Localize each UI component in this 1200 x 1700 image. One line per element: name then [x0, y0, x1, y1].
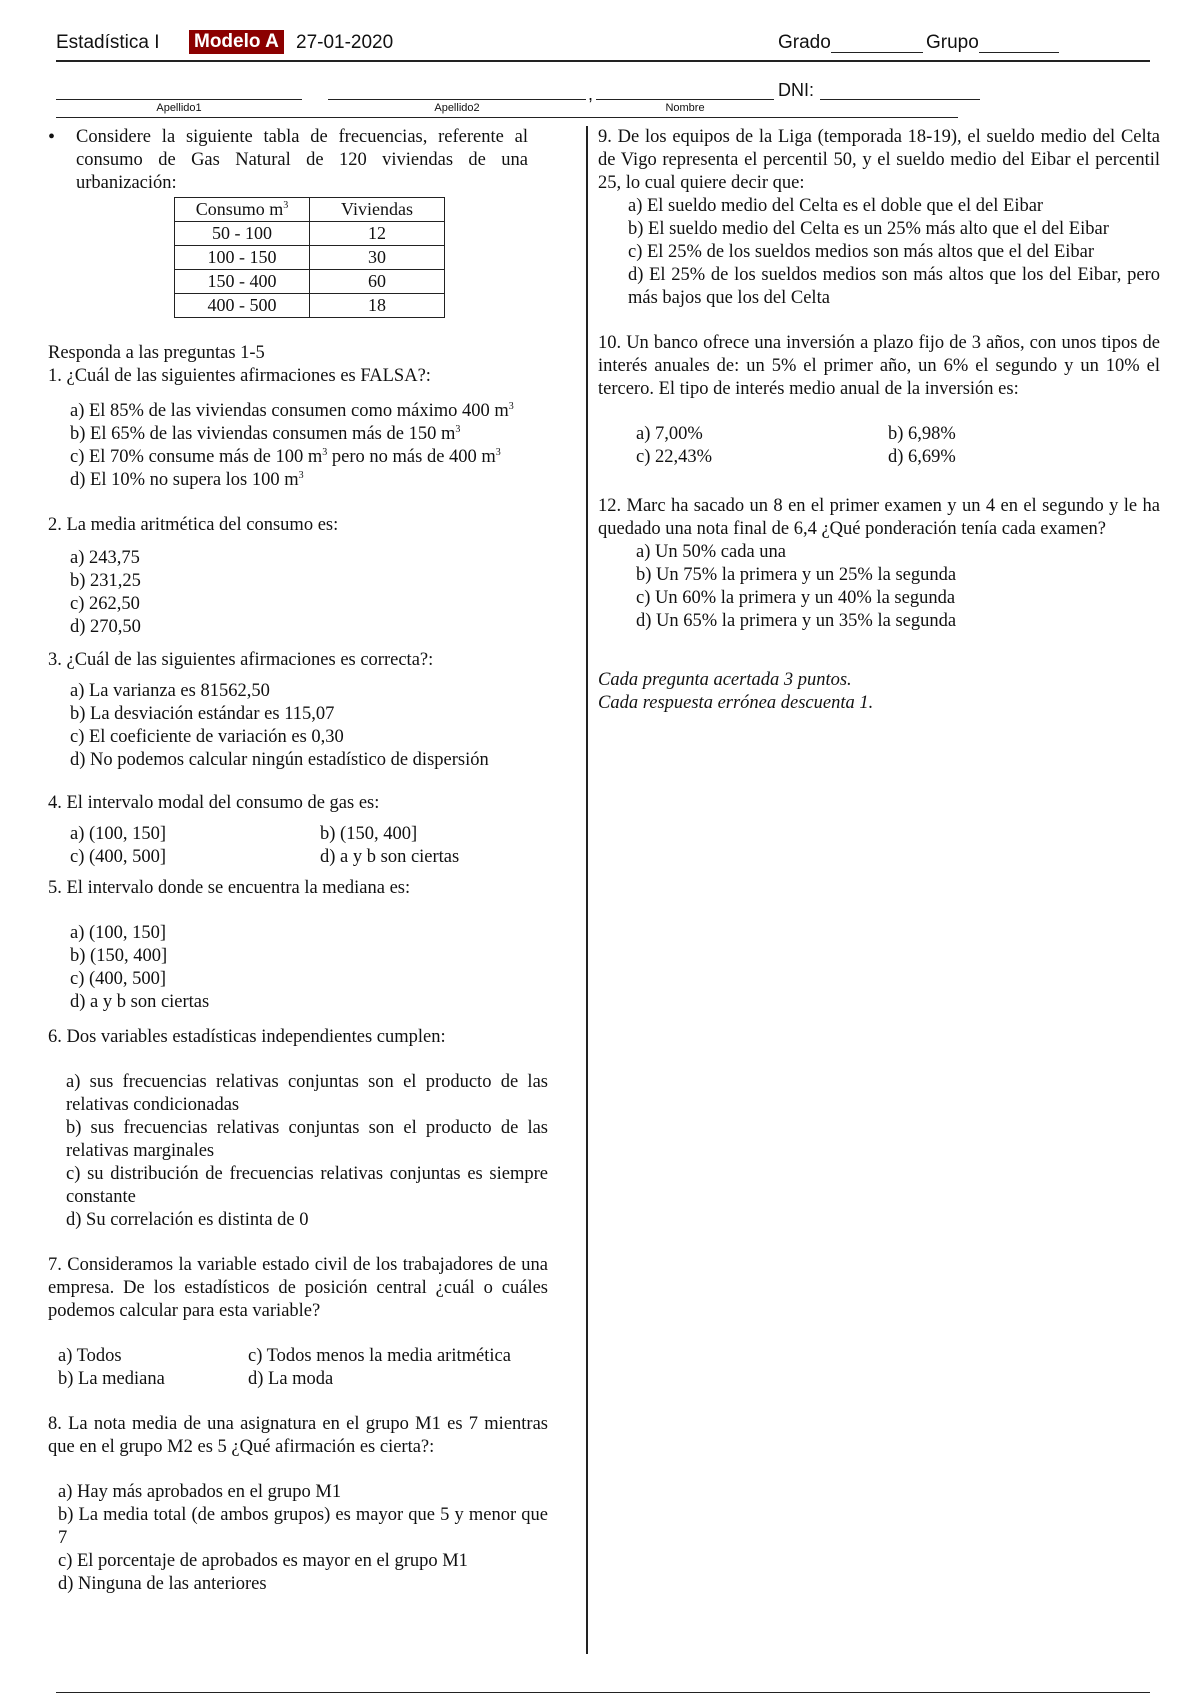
q10-options	[598, 423, 1160, 469]
q8-option-a[interactable]: a) Hay más aprobados en el grupo M1	[58, 1482, 342, 1502]
question-10: 10. Un banco ofrece una inversión a plazo fijo de 3 años, con unos tipos de interés anuales de: un 5% el primer año, un 6% el segundo y un 10% el tercero. El tipo de interés medio anual de la inversión es:	[598, 333, 1160, 399]
q12-option-a[interactable]: a) Un 50% cada una	[636, 542, 786, 562]
q7-options	[48, 1345, 548, 1391]
q3-option-d[interactable]: d) No podemos calcular ningún estadístico de dispersión	[70, 750, 489, 770]
question-7: 7. Consideramos la variable estado civil de los trabajadores de una empresa. De los estadísticos de posición central ¿cuál o cuáles podemos calcular para esta variable?	[48, 1255, 548, 1321]
grado-label: Grado	[778, 32, 831, 53]
question-12: 12. Marc ha sacado un 8 en el primer examen y un 4 en el segundo y le ha quedado una nota final de 6,4 ¿Qué ponderación tenía cada examen?	[598, 496, 1160, 539]
question-3: 3. ¿Cuál de las siguientes afirmaciones es correcta?:	[48, 650, 434, 670]
q2-option-c[interactable]: c) 262,50	[70, 594, 140, 614]
q2-option-d[interactable]: d) 270,50	[70, 617, 141, 637]
q9-option-c[interactable]: c) El 25% de los sueldos medios son más altos que el del Eibar	[628, 242, 1095, 262]
q7-option-c[interactable]: c) Todos menos la media aritmética	[248, 1346, 511, 1366]
q7-option-b[interactable]: b) La mediana	[58, 1369, 165, 1389]
q12-option-b[interactable]: b) Un 75% la primera y un 25% la segunda	[636, 565, 957, 585]
grado-blank[interactable]	[831, 34, 923, 53]
grupo-blank[interactable]	[979, 34, 1059, 53]
q2-option-b[interactable]: b) 231,25	[70, 571, 141, 591]
table-row: 50 - 100 12	[175, 222, 445, 246]
question-6: 6. Dos variables estadísticas independientes cumplen:	[48, 1027, 446, 1047]
course-title: Estadística I	[56, 32, 160, 53]
table-header-consumo: Consumo $m^3$	[175, 198, 310, 222]
question-8: 8. La nota media de una asignatura en el grupo M1 es 7 mientras que en el grupo M2 es 5 ¿Qué afirmación es cierta?:	[48, 1414, 548, 1457]
q7-option-a[interactable]: a) Todos	[58, 1346, 122, 1366]
q6-option-d[interactable]: d) Su correlación es distinta de 0	[66, 1210, 309, 1230]
q5-option-d[interactable]: d) a y b son ciertas	[70, 992, 210, 1012]
scoring-wrong: Cada respuesta errónea descuenta 1.	[598, 693, 874, 713]
q5-option-c[interactable]: c) (400, 500]	[70, 969, 167, 989]
q9-option-b[interactable]: b) El sueldo medio del Celta es un 25% más alto que el del Eibar	[628, 219, 1109, 239]
q8-option-b[interactable]: b) La media total (de ambos grupos) es mayor que 5 y menor que 7	[58, 1505, 548, 1548]
q6-option-a[interactable]: a) sus frecuencias relativas conjuntas son el producto de las relativas condicionadas	[66, 1072, 548, 1115]
q9-option-a[interactable]: a) El sueldo medio del Celta es el doble que el del Eibar	[628, 196, 1044, 216]
right-column	[598, 126, 1160, 715]
table-row: 100 - 150 30	[175, 246, 445, 270]
apellido1-blank[interactable]	[56, 99, 302, 100]
footer-line	[56, 1692, 1150, 1693]
student-name-line: , DNI:	[56, 78, 1150, 118]
dni-blank[interactable]	[820, 99, 980, 100]
apellido1-label: Apellido1	[156, 102, 202, 114]
table-row: 400 - 500 18	[175, 294, 445, 318]
dni-label: DNI:	[778, 80, 814, 100]
grado-field	[778, 32, 831, 54]
q10-option-a[interactable]: a) 7,00%	[636, 424, 703, 444]
scoring-correct: Cada pregunta acertada 3 puntos.	[598, 670, 852, 690]
model-badge: Modelo A	[189, 30, 284, 54]
q8-option-c[interactable]: c) El porcentaje de aprobados es mayor en el grupo M1	[58, 1551, 468, 1571]
header-underline	[56, 117, 958, 118]
question-1: 1. ¿Cuál de las siguientes afirmaciones es FALSA?:	[48, 366, 431, 386]
q12-option-c[interactable]: c) Un 60% la primera y un 40% la segunda	[636, 588, 956, 608]
q5-option-a[interactable]: a) (100, 150]	[70, 923, 167, 943]
respond-instruction: Responda a las preguntas 1-5	[48, 343, 265, 363]
q3-option-b[interactable]: b) La desviación estándar es 115,07	[70, 704, 335, 724]
nombre-blank[interactable]	[596, 99, 774, 100]
q3-option-a[interactable]: a) La varianza es 81562,50	[70, 681, 270, 701]
q4-option-b[interactable]: b) (150, 400]	[320, 824, 418, 844]
nombre-label: Nombre	[665, 102, 705, 114]
grupo-label: Grupo	[926, 32, 979, 53]
q4-options	[48, 823, 548, 869]
q7-option-d[interactable]: d) La moda	[248, 1369, 334, 1389]
q2-option-a[interactable]: a) 243,75	[70, 548, 140, 568]
q4-option-a[interactable]: a) (100, 150]	[70, 824, 167, 844]
column-divider	[586, 126, 588, 1654]
q8-option-d[interactable]: d) Ninguna de las anteriores	[58, 1574, 267, 1594]
q6-option-b[interactable]: b) sus frecuencias relativas conjuntas son el producto de las relativas marginales	[66, 1118, 548, 1161]
q10-option-d[interactable]: d) 6,69%	[888, 447, 956, 467]
frequency-table	[174, 197, 445, 318]
left-column	[48, 126, 548, 1596]
q3-option-c[interactable]: c) El coeficiente de variación es 0,30	[70, 727, 344, 747]
q5-option-b[interactable]: b) (150, 400]	[70, 946, 168, 966]
exam-header	[56, 30, 1150, 62]
q1-option-d[interactable]: d) El 10% no supera los 100 $m^3$	[70, 469, 304, 490]
exam-date: 27-01-2020	[296, 32, 394, 53]
q6-option-c[interactable]: c) su distribución de frecuencias relativas conjuntas es siempre constante	[66, 1164, 548, 1207]
question-5: 5. El intervalo donde se encuentra la mediana es:	[48, 878, 411, 898]
q4-option-d[interactable]: d) a y b son ciertas	[320, 847, 460, 867]
table-header-viviendas: Viviendas	[310, 198, 445, 222]
question-4: 4. El intervalo modal del consumo de gas es:	[48, 793, 380, 813]
q1-option-c[interactable]: c) El 70% consume más de 100 $m^3$ pero no más de 400 $m^3$	[70, 446, 501, 467]
question-9: 9. De los equipos de la Liga (temporada 18-19), el sueldo medio del Celta de Vigo representa el percentil 50, y el sueldo medio del Eibar el percentil 25, lo cual quiere decir que:	[598, 127, 1160, 193]
q1-option-b[interactable]: b) El 65% de las viviendas consumen más de 150 $m^3$	[70, 423, 461, 444]
q4-option-c[interactable]: c) (400, 500]	[70, 847, 167, 867]
q10-option-b[interactable]: b) 6,98%	[888, 424, 956, 444]
q10-option-c[interactable]: c) 22,43%	[636, 447, 713, 467]
q1-option-a[interactable]: a) El 85% de las viviendas consumen como máximo 400 $m^3$	[70, 400, 514, 421]
intro-text: • Considere la siguiente tabla de frecuencias, referente al consumo de Gas Natural de 120 viviendas de una urbanización:	[48, 126, 548, 195]
q12-option-d[interactable]: d) Un 65% la primera y un 35% la segunda	[636, 611, 957, 631]
table-row: 150 - 400 60	[175, 270, 445, 294]
q9-option-d[interactable]: d) El 25% de los sueldos medios son más altos que los del Eibar, pero más bajos que los del Celta	[628, 265, 1160, 308]
apellido2-blank[interactable]	[328, 99, 586, 100]
grupo-field	[926, 32, 979, 54]
apellido2-label: Apellido2	[434, 102, 480, 114]
question-2: 2. La media aritmética del consumo es:	[48, 515, 339, 535]
